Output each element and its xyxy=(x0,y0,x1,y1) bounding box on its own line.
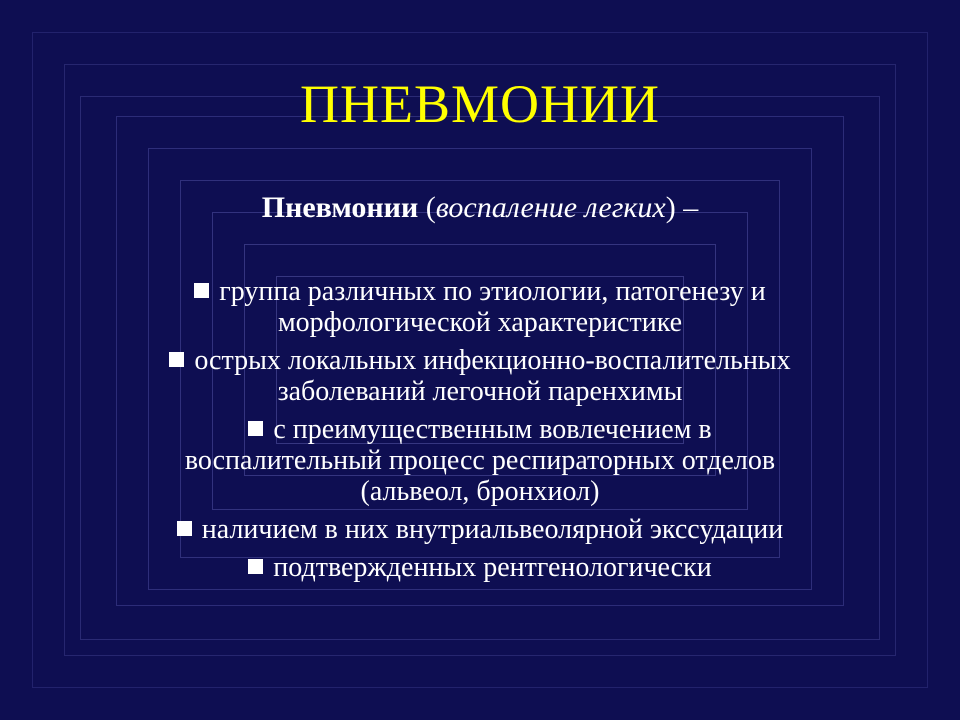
definition-open-paren: ( xyxy=(418,191,436,224)
slide-title: ПНЕВМОНИИ xyxy=(300,74,660,134)
definition-heading xyxy=(0,190,960,226)
bullet-item xyxy=(120,552,840,583)
bullet-text: с преимущественным вовлечением в xyxy=(273,414,712,445)
bullet-text: подтвержденных рентгенологически xyxy=(273,552,712,583)
bullet-text: морфологической характеристике xyxy=(277,307,683,338)
square-bullet-icon xyxy=(194,283,209,298)
bullet-text: наличием в них внутриальвеолярной экссудации xyxy=(201,514,784,545)
bullet-text: группа различных по этиологии, патогенезу и xyxy=(219,276,766,307)
bullet-item xyxy=(120,414,840,507)
definition-term: Пневмонии xyxy=(261,191,419,224)
bullet-item xyxy=(120,345,840,407)
definition-close-paren: ) – xyxy=(665,191,699,224)
bullet-text: воспалительный процесс респираторных отделов xyxy=(184,445,776,476)
square-bullet-icon xyxy=(177,521,192,536)
square-bullet-icon xyxy=(248,559,263,574)
square-bullet-icon xyxy=(169,352,184,367)
definition-note: воспаление легких xyxy=(435,191,666,224)
bullet-item xyxy=(120,514,840,545)
bullet-list xyxy=(120,276,840,590)
square-bullet-icon xyxy=(248,421,263,436)
bullet-text: острых локальных инфекционно-воспалительных xyxy=(194,345,791,376)
bullet-item xyxy=(120,276,840,338)
bullet-text: заболеваний легочной паренхимы xyxy=(277,376,683,407)
bullet-text: (альвеол, бронхиол) xyxy=(360,476,600,507)
